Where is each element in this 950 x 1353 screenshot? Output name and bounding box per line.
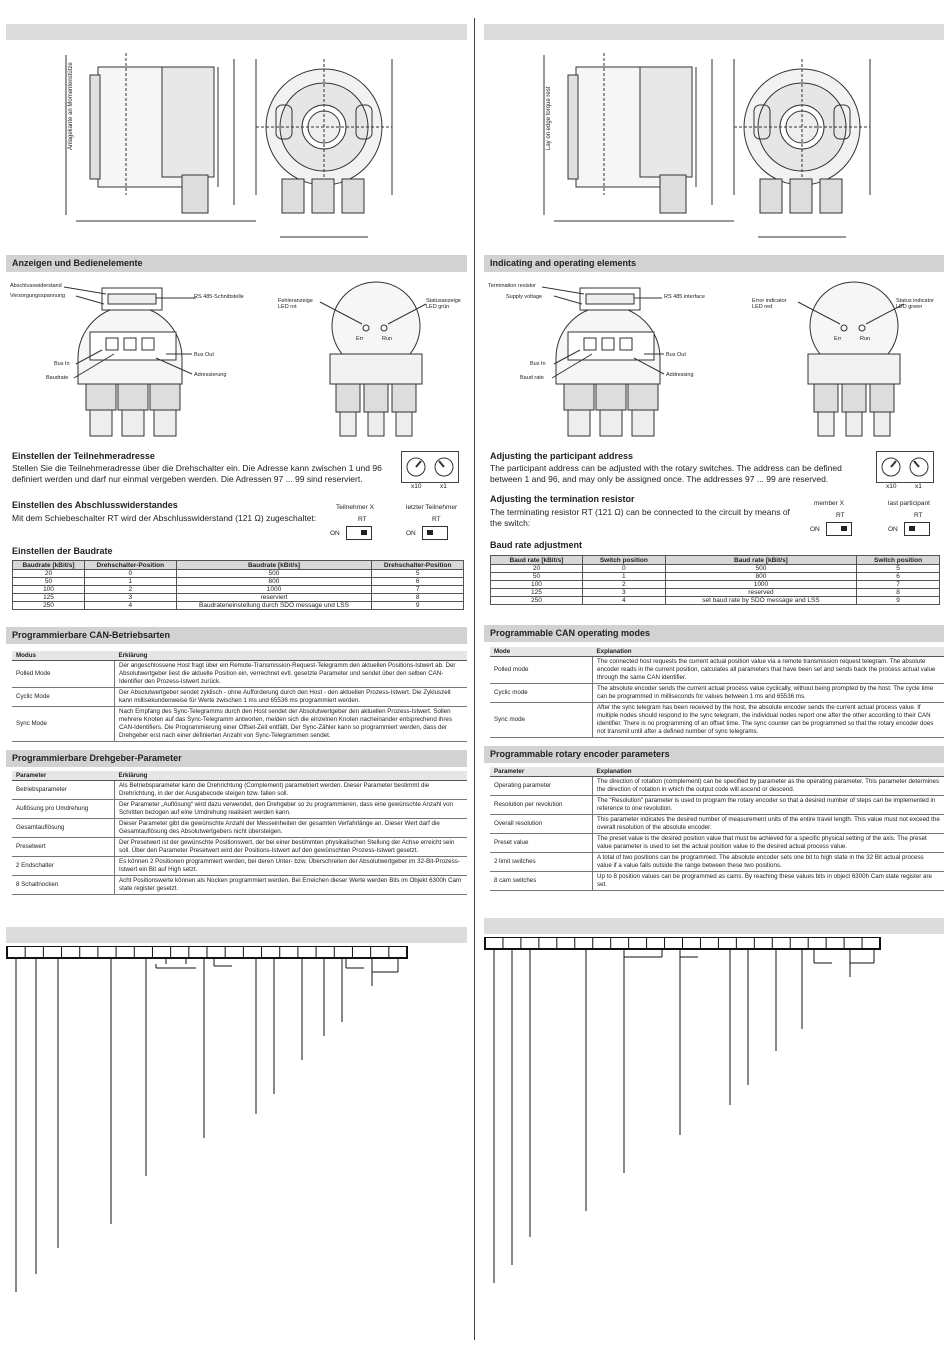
table-cell: 50 [491,573,583,581]
table-header-cell: Modus [12,651,115,661]
rt-label-1: RT [358,516,367,523]
table-cell: 0 [85,570,177,578]
member-x-label: member X [814,500,844,507]
table-cell: 500 [176,570,372,578]
ordering-bar [6,927,467,943]
drawing-side-note: Anlagekante an Momentenstütze [68,62,74,150]
dimension-drawing [484,45,944,245]
table-cell: 2 [85,586,177,594]
table-row [491,597,940,605]
table-cell: Es können 2 Positionen programmiert werden, bei deren Unter- bzw. Überschreiten der Absolutwertgeber im 32-Bit-Prozess-Istwert ein Bit auf High setzt. [115,857,468,876]
table-row [12,707,467,742]
table-cell: Sync mode [490,703,593,738]
table-row [13,602,464,610]
table-cell: The direction of rotation (complement) can be specified by parameter as the operating parameter. This parameter determines the direction of rotation in which the output code will ascend or descend. [593,777,945,796]
table-cell: 1 [582,573,665,581]
table-cell: 250 [491,597,583,605]
address-heading: Adjusting the participant address [490,451,634,461]
table-row [12,819,467,838]
led-err-label: Err [834,336,842,342]
table-row [12,876,467,895]
table-cell: Cyclic mode [490,684,593,703]
section-header-can-modes: Programmable CAN operating modes [484,625,944,642]
table-cell: Der Absolutwertgeber sendet zyklisch - ohne Aufforderung durch den Host - den aktuellen Prozess-Istwert. Die Zykluszeit kann millisekundenweise für Werte zwischen 1 ms und 65536 ms programmiert werden. [115,688,468,707]
table-cell: Sync Mode [12,707,115,742]
table-row [12,781,467,800]
table-cell: The "Resolution" parameter is used to program the rotary encoder so that a desired number of steps can be implemented in reference to one revolution. [593,796,945,815]
parameters-table [12,771,467,895]
table-cell: Dieser Parameter gibt die gewünschte Anzahl der Messeinheiten der gesamten Verfahrlänge an. Dieser Wert darf die Gesamtauflösung des Absolutwertgebers nicht übersteigen. [115,819,468,838]
baud-heading: Einstellen der Baudrate [12,546,113,556]
member-x-label: Teilnehmer X [336,504,374,511]
table-cell: 800 [665,573,856,581]
table-cell: The connected host requests the current actual position value via a remote transmission request telegram. The absolute encoder reads in the current position, calculates all parameters that have been set and sends back the process actual value through the same CAN identifier. [593,657,945,684]
callout-bus-out: Bus Out [194,352,214,358]
table-cell: set baud rate by SDO message and LSS [665,597,856,605]
table-cell: Cyclic Mode [12,688,115,707]
table-cell: 20 [13,570,85,578]
led-err-label: Err [356,336,364,342]
on-label-1: ON [810,526,820,533]
callout-bus-in: Bus In [530,361,546,367]
table-row [491,589,940,597]
table-cell: 125 [491,589,583,597]
baud-table [490,555,940,605]
section-header-parameters: Programmable rotary encoder parameters [484,746,944,763]
table-row [13,594,464,602]
table-cell: Acht Positionswerte können als Nocken programmiert werden. Bei Erreichen dieser Werte werden Bits im Objekt 6300h Cam state register gesetzt. [115,876,468,895]
table-cell: A total of two positions can be programmed. The absolute encoder sets one bit to high state in the 32 Bit actual process value if a value falls outside the range between these two positions. [593,853,945,872]
callout-error-led: Fehleranzeige LED rot [278,298,313,310]
led-run-label: Run [382,336,393,342]
table-row [12,800,467,819]
callout-supply: Supply voltage [506,294,543,300]
callout-baudrate: Baudrate [46,375,69,381]
table-row [490,684,944,703]
callout-addressing: Adressierung [194,372,227,378]
address-text: The participant address can be adjusted with the rotary switches. The address can be defined between 1 and 96, and may only be assigned once. The addresses 97 ... 99 are reserved. [490,463,842,484]
table-cell: Auflösung pro Umdrehung [12,800,115,819]
table-cell: Der Parameter „Auflösung“ wird dazu verwendet, den Drehgeber so zu programmieren, dass eine gewünschte Anzahl von Schritten bezogen auf eine Umdrehung realisiert werden kann. [115,800,468,819]
table-cell: 3 [85,594,177,602]
ordering-code-diagram [6,946,467,1296]
table-cell: The preset value is the desired position value that must be achieved for a specific physical setting of the axis. The preset value parameter is used to set the actual position value to the desired actual process value. [593,834,945,853]
table-cell: 5 [857,565,940,573]
termination-text: Mit dem Schiebeschalter RT wird der Abschlusswiderstand (121 Ω) zugeschaltet: [12,513,317,523]
last-member-label: letzter Teilnehmer [406,504,458,511]
table-cell: Operating parameter [490,777,593,796]
header-bar [484,24,944,40]
table-cell: 7 [857,581,940,589]
table-header-cell: Switch position [582,556,665,565]
table-header-cell: Baudrate [kBit/s] [176,561,372,570]
callout-rs485: RS 485 interface [664,294,705,300]
table-cell: 100 [13,586,85,594]
parameters-table [490,767,944,891]
table-header-cell: Drehschalter-Position [85,561,177,570]
termination-switch-on [422,526,448,540]
table-row [12,857,467,876]
table-header-cell: Parameter [12,771,115,781]
table-row [490,703,944,738]
table-cell: 0 [582,565,665,573]
table-cell: 6 [372,578,464,586]
table-row [490,777,944,796]
address-heading: Einstellen der Teilnehmeradresse [12,451,155,461]
section-header-parameters: Programmierbare Drehgeber-Parameter [6,750,467,767]
termination-switch-off [826,522,852,536]
termination-switch-off [346,526,372,540]
table-header-row [12,771,467,781]
x10-label: x10 [411,483,422,490]
table-header-cell: Explanation [593,767,945,777]
table-row [490,853,944,872]
table-cell: 1000 [176,586,372,594]
table-cell: 2 limit switches [490,853,593,872]
table-header-row [490,647,944,657]
address-text: Stellen Sie die Teilnehmeradresse über die Drehschalter ein. Die Adresse kann zwischen 1 und 96 definiert werden und darf nur einmal vergeben werden. Die Adressen 97 ... 99 sind reserviert. [12,463,382,484]
table-row [13,570,464,578]
table-row [490,872,944,891]
table-row [490,815,944,834]
table-header-cell: Erklärung [115,771,468,781]
baud-table [12,560,464,610]
termination-heading: Adjusting the termination resistor [490,494,635,504]
table-cell: 5 [372,570,464,578]
table-cell: 4 [85,602,177,610]
last-member-label: last participant [888,500,930,507]
table-cell: Baudrateneinstellung durch SDO message und LSS [176,602,372,610]
section-header-indicators: Indicating and operating elements [484,255,944,272]
on-label-2: ON [888,526,898,533]
header-bar [6,24,467,40]
table-header-cell: Baudrate [kBit/s] [13,561,85,570]
table-row [491,581,940,589]
table-header-cell: Drehschalter-Position [372,561,464,570]
baud-heading: Baud rate adjustment [490,540,583,550]
table-cell: Up to 8 position values can be programmed as cams. By reaching these values bits in object 6300h Cam state register are set. [593,872,945,891]
table-cell: Presetwert [12,838,115,857]
table-cell: 7 [372,586,464,594]
table-cell: After the sync telegram has been received by the host, the absolute encoder sends the current actual process value. If multiple nodes should respond to the sync telegram, the individual nodes report one after the other according to their CAN identifier. There is no programming of an offset time. The sync counter can be programmed so that the rotary encoder does not transmit until after a defined number of sync telegrams. [593,703,945,738]
rotary-switches [876,451,934,483]
table-row [491,565,940,573]
table-header-cell: Explanation [593,647,945,657]
table-row [490,657,944,684]
table-cell: 9 [372,602,464,610]
table-cell: 8 [857,589,940,597]
x10-label: x10 [886,483,897,490]
section-header-indicators: Anzeigen und Bedienelemente [6,255,467,272]
encoder-connector-drawing [484,274,944,446]
table-cell: 800 [176,578,372,586]
callout-status-led: Statusanzeige LED grün [426,298,461,310]
table-cell: Polled mode [490,657,593,684]
table-row [13,586,464,594]
table-cell: 500 [665,565,856,573]
table-cell: reserviert [176,594,372,602]
table-cell: 4 [582,597,665,605]
rt-label-1: RT [836,512,845,519]
can-modes-table [490,647,944,738]
table-cell: 100 [491,581,583,589]
table-header-row [490,767,944,777]
table-cell: 250 [13,602,85,610]
table-cell: 2 [582,581,665,589]
table-cell: 2 Endschalter [12,857,115,876]
table-cell: reserved [665,589,856,597]
table-cell: Overall resolution [490,815,593,834]
table-cell: 20 [491,565,583,573]
table-cell: 3 [582,589,665,597]
callout-supply: Versorgungsspannung [10,293,66,299]
table-cell: 8 Schaltnocken [12,876,115,895]
table-cell: 6 [857,573,940,581]
ordering-code-diagram [484,937,944,1287]
table-header-cell: Erklärung [115,651,468,661]
callout-addressing: Addressing [666,372,694,378]
table-cell: 8 [372,594,464,602]
table-cell: 1 [85,578,177,586]
callout-bus-out: Bus Out [666,352,686,358]
table-cell: Polled Mode [12,661,115,688]
x1-label: x1 [440,483,447,490]
drawing-side-note: Lay on edge torque rest [546,86,552,150]
rotary-switch-icon [877,452,933,482]
table-cell: 125 [13,594,85,602]
table-header-row [13,561,464,570]
column-divider [474,18,475,1340]
table-cell: 8 cam switches [490,872,593,891]
table-row [490,796,944,815]
table-row [491,573,940,581]
table-row [13,578,464,586]
table-cell: Nach Empfang des Sync-Telegramms durch den Host sendet der Absolutwertgeber den aktuellen Prozess-Istwert. Sollen mehrere Knoten auf das Sync-Telegramm antworten, melden sich die einzelnen Knoten nacheinander entsprechend ihres CAN-Identifiers. Die Programmierung einer Offset-Zeit entfällt. Der Sync-Zähler kann so programmiert werden, dass der Drehgeber erst nach einer definierten Anzahl von Sync-Telegrammen sendet. [115,707,468,742]
termination-heading: Einstellen des Abschlusswiderstandes [12,500,178,510]
termination-text: The terminating resistor RT (121 Ω) can be connected to the circuit by means of the switch: [490,507,790,528]
table-header-cell: Baud rate [kBit/s] [491,556,583,565]
table-cell: Gesamtauflösung [12,819,115,838]
dimension-drawing [6,45,467,245]
ordering-bar [484,918,944,934]
callout-error-led: Error indicator LED red [752,298,787,310]
table-cell: 9 [857,597,940,605]
table-cell: Als Betriebsparameter kann die Drehrichtung (Complement) parametriert werden. Dieser Parameter bestimmt die Drehrichtung, in der der Ausgabecode steigen bzw. fallen soll. [115,781,468,800]
table-cell: This parameter indicates the desired number of measurement units of the entire travel length. This value must not exceed the overall resolution of the absolute encoder. [593,815,945,834]
on-label-1: ON [330,530,340,537]
table-header-cell: Parameter [490,767,593,777]
table-cell: 1000 [665,581,856,589]
callout-termination: Abschlusswiderstand [10,283,62,289]
rt-label-2: RT [432,516,441,523]
table-header-row [12,651,467,661]
table-row [12,838,467,857]
table-cell: Preset value [490,834,593,853]
rotary-switches [401,451,459,483]
termination-switch-on [904,522,930,536]
table-row [12,661,467,688]
callout-rs485: RS 485-Schnittstelle [194,294,244,300]
rt-label-2: RT [914,512,923,519]
on-label-2: ON [406,530,416,537]
led-run-label: Run [860,336,871,342]
callout-baudrate: Baud rate [520,375,544,381]
table-cell: Resolution per revolution [490,796,593,815]
table-row [12,688,467,707]
table-cell: The absolute encoder sends the current actual process value cyclically, without being prompted by the host. The cycle time can be programmed in milliseconds for values between 1 ms and 65536 ms. [593,684,945,703]
callout-status-led: Status indicator LED green [896,298,934,310]
table-cell: 50 [13,578,85,586]
table-cell: Der Presetwert ist der gewünschte Positionswert, der bei einer bestimmten physikalischen Stellung der Achse erreicht sein soll. Über den Parameter Presetwert wird der Positions-Istwert auf den gewünschten Prozess-Istwert gesetzt. [115,838,468,857]
can-modes-table [12,651,467,742]
callout-bus-in: Bus In [54,361,70,367]
section-header-can-modes: Programmierbare CAN-Betriebsarten [6,627,467,644]
table-header-cell: Mode [490,647,593,657]
x1-label: x1 [915,483,922,490]
table-header-cell: Baud rate [kBit/s] [665,556,856,565]
table-cell: Der angeschlossene Host fragt über ein Remote-Transmission-Request-Telegramm den aktuellen Positions-Istwert ab. Der Absolutwertgeber liest die aktuelle Position ein, verrechnet evtl. gesetzte Parameter und sendet über den selben CAN-Identifier den Prozess-Istwert zurück. [115,661,468,688]
callout-termination: Termination resistor [488,283,536,289]
table-cell: Betriebsparameter [12,781,115,800]
table-row [490,834,944,853]
rotary-switch-icon [402,452,458,482]
table-header-cell: Switch position [857,556,940,565]
table-header-row [491,556,940,565]
